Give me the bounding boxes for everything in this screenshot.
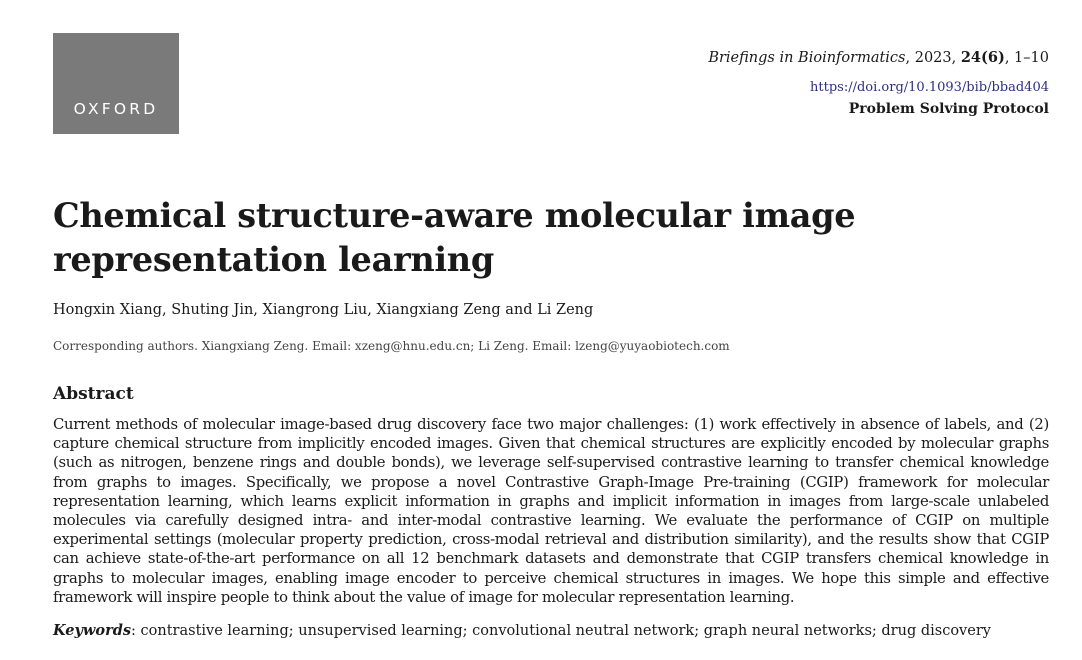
journal-year: , 2023, bbox=[905, 50, 961, 66]
oxford-logo bbox=[53, 33, 179, 134]
journal-citation bbox=[708, 49, 1049, 66]
doi-link[interactable]: https://doi.org/10.1093/bib/bbad404 bbox=[810, 80, 1049, 95]
keywords-separator: : bbox=[131, 623, 141, 639]
journal-pages: , 1–10 bbox=[1004, 50, 1049, 66]
author-list: Hongxin Xiang, Shuting Jin, Xiangrong Liu, Xiangxiang Zeng and Li Zeng bbox=[53, 302, 594, 318]
abstract-heading: Abstract bbox=[53, 384, 134, 404]
keywords-label: Keywords bbox=[53, 622, 132, 639]
logo-text: OXFORD bbox=[73, 100, 159, 118]
keywords-line bbox=[53, 622, 991, 639]
journal-volume: 24(6) bbox=[960, 49, 1005, 66]
keywords-text: contrastive learning; unsupervised learning; convolutional neutral network; graph neural networks; drug discovery bbox=[140, 623, 991, 639]
abstract-text: Current methods of molecular image-based drug discovery face two major challenges: (1) work effectively in absence of labels, and (2) capture chemical structure from implicitly encoded images. Given that chemical structures are explicitly encoded by molecular graphs (such as nitrogen, benzene rings and double bonds), we leverage self-supervised contrastive learning to transfer chemical knowledge from graphs to images. Specifically, we propose a novel Contrastive Graph-Image Pre-training (CGIP) framework for molecular representation learning, which learns explicit information in graphs and implicit information in images from large-scale unlabeled molecules via carefully designed intra- and inter-modal contrastive learning. We evaluate the performance of CGIP on multiple experimental settings (molecular property prediction, cross-modal retrieval and distribution similarity), and the results show that CGIP can achieve state-of-the-art performance on all 12 benchmark datasets and demonstrate that CGIP transfers chemical knowledge in graphs to molecular images, enabling image encoder to perceive chemical structures in images. We hope this simple and effective framework will inspire people to think about the value of image for molecular representation learning. bbox=[53, 416, 1049, 606]
journal-name: Briefings in Bioinformatics bbox=[708, 50, 906, 66]
corresponding-authors: Corresponding authors. Xiangxiang Zeng. Email: xzeng@hnu.edu.cn; Li Zeng. Email: lzeng@yuyaobiotech.com bbox=[53, 339, 730, 353]
article-type: Problem Solving Protocol bbox=[848, 101, 1049, 117]
paper-title: Chemical structure-aware molecular image representation learning bbox=[53, 196, 856, 279]
